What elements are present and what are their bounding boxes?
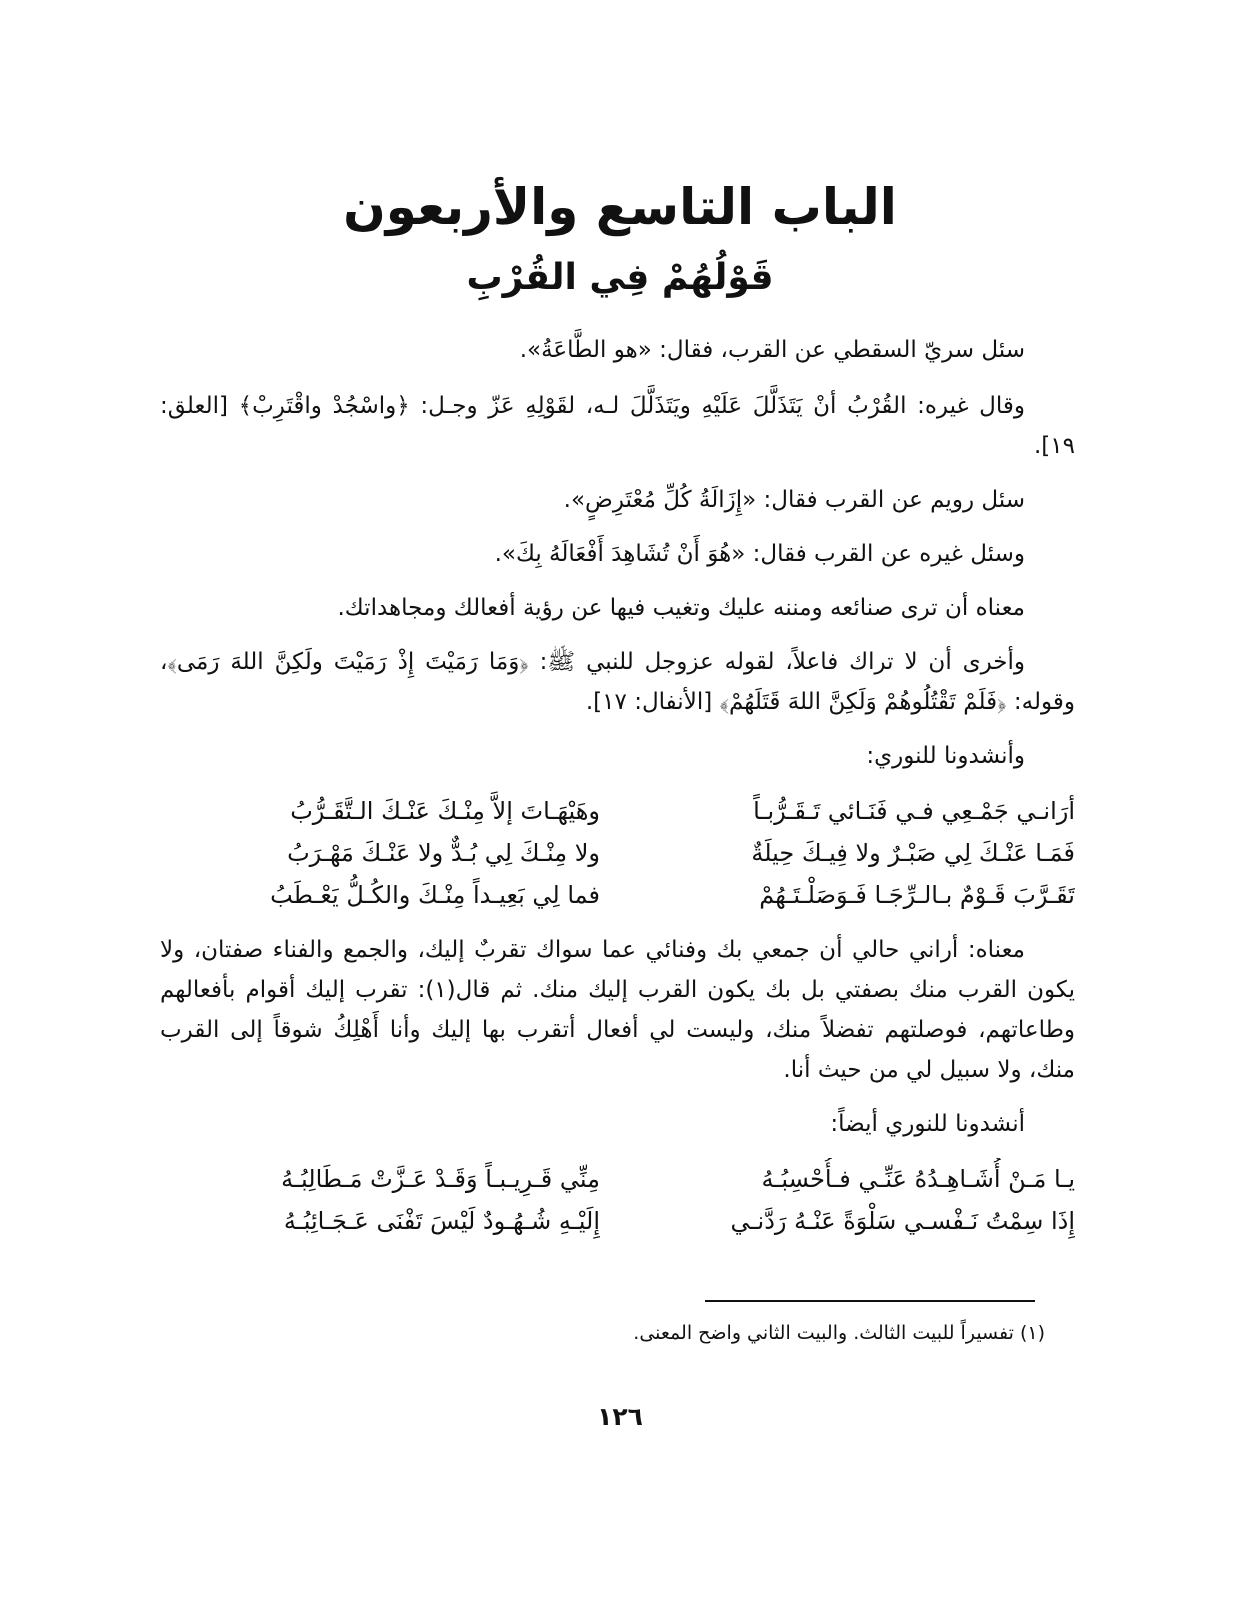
- verse-first-hemistich: يـا مَـنْ أُشَـاهِـدُهُ عَنِّـي فـأُحْسِبُـهُ: [761, 1165, 1075, 1193]
- paragraph-not-doer: وأخرى أن لا تراك فاعلاً، لقوله عزوجل للنبي ﷺ: ﴿وَمَا رَمَيْتَ إِذْ رَمَيْتَ ولَكِنَّ اللهَ رَمَى﴾، وقوله: ﴿فَلَمْ تَقْتُلُوهُمْ وَلَكِنَّ اللهَ قَتَلَهُمْ﴾ [الأنفال: ١٧].: [160, 649, 1075, 715]
- paragraph-sari: سئل سريّ السقطي عن القرب، فقال: «هو الطَّاعَةُ».: [519, 337, 1025, 363]
- chapter-title: الباب التاسع والأربعون: [343, 178, 897, 236]
- paragraph-poem2-intro: أنشدونا للنوري أيضاً:: [830, 1111, 1025, 1137]
- footnote: (١) تفسيراً للبيت الثالث. والبيت الثاني واضح المعنى.: [633, 1322, 1045, 1344]
- body-text: [160, 330, 1075, 1256]
- verse-second-hemistich: مِنِّي قَـرِيـبـاً وَقَـدْ عَـزَّتْ مَـطَالِبُـهُ: [281, 1165, 600, 1193]
- verse-first-hemistich: فَمَـا عَنْـكَ لِي صَبْـرٌ ولا فِيـكَ حِيلَةٌ: [751, 839, 1075, 867]
- poem-verse: [160, 874, 1075, 916]
- verse-second-hemistich: وهَيْهَـاتَ إلاَّ مِنْـكَ عَنْـكَ الـتَّقَـرُّبُ: [290, 797, 600, 825]
- paragraph-other-saying: وقال غيره: القُرْبُ أنْ يَتَذَلَّلَ عَلَيْهِ ويَتَذَلَّلَ لـه، لقَوْلِهِ عَزّ وجـل: ﴿واسْجُدْ واقْتَرِبْ﴾ [العلق: ١٩].: [160, 393, 1075, 459]
- poem-verse: [160, 1200, 1075, 1242]
- verse-first-hemistich: إِذَا سِمْتُ نَـفْسـي سَلْوَةً عَنْـهُ رَدَّنـي: [730, 1207, 1075, 1235]
- verse-first-hemistich: تَقَـرَّبَ قَـوْمٌ بـالـرِّجَـا فَـوَصَلْـتَـهُمْ: [759, 881, 1075, 909]
- poem-verse: [160, 832, 1075, 874]
- poem-nuri-2: [160, 1158, 1075, 1242]
- paragraph-poem1-intro: وأنشدونا للنوري:: [866, 743, 1025, 769]
- verse-first-hemistich: أرَانـي جَمْـعِي فـي فَنَـائي تَـقَـرُّبـاً: [753, 797, 1075, 825]
- paragraph-ruwaym: سئل رويم عن القرب فقال: «إِزَالَةُ كُلِّ مُعْتَرِضٍ».: [563, 487, 1025, 513]
- paragraph-meaning: معناه أن ترى صنائعه ومننه عليك وتغيب فيها عن رؤية أفعالك ومجاهداتك.: [337, 595, 1025, 621]
- poem-verse: [160, 1158, 1075, 1200]
- footnote-divider: [705, 1300, 1035, 1302]
- chapter-subtitle: قَوْلُهُمْ فِي القُرْبِ: [466, 257, 774, 298]
- poem-nuri-1: [160, 790, 1075, 916]
- paragraph-poem-explanation: معناه: أراني حالي أن جمعي بك وفنائي عما سواك تقربٌ إليك، والجمع والفناء صفتان، ولا يكون القرب منك بصفتي بل بك يكون القرب إليك منك. ثم قال(١): تقرب إليك أقوام بأفعالهم وطاعاتهم، فوصلتهم تفضلاً منك، وليست لي أفعال أتقرب بها إليك وأنا أَهْلِكُ شوقاً إلى القرب منك، ولا سبيل لي من حيث أنا.: [160, 937, 1075, 1083]
- paragraph-witness-acts: وسئل غيره عن القرب فقال: «هُوَ أَنْ تُشَاهِدَ أَفْعَالَهُ بِكَ».: [494, 541, 1025, 567]
- verse-second-hemistich: ولا مِنْـكَ لِي بُـدٌّ ولا عَنْـكَ مَهْـرَبُ: [287, 839, 600, 867]
- verse-second-hemistich: فما لِي بَعِيـداً مِنْـكَ والكُـلُّ يَعْـطَبُ: [270, 881, 600, 909]
- verse-second-hemistich: إِلَيْـهِ شُـهُـودٌ لَيْسَ تَفْنَى عَـجَـائِبُـهُ: [283, 1207, 600, 1235]
- page-number: ١٢٦: [597, 1402, 643, 1431]
- poem-verse: [160, 790, 1075, 832]
